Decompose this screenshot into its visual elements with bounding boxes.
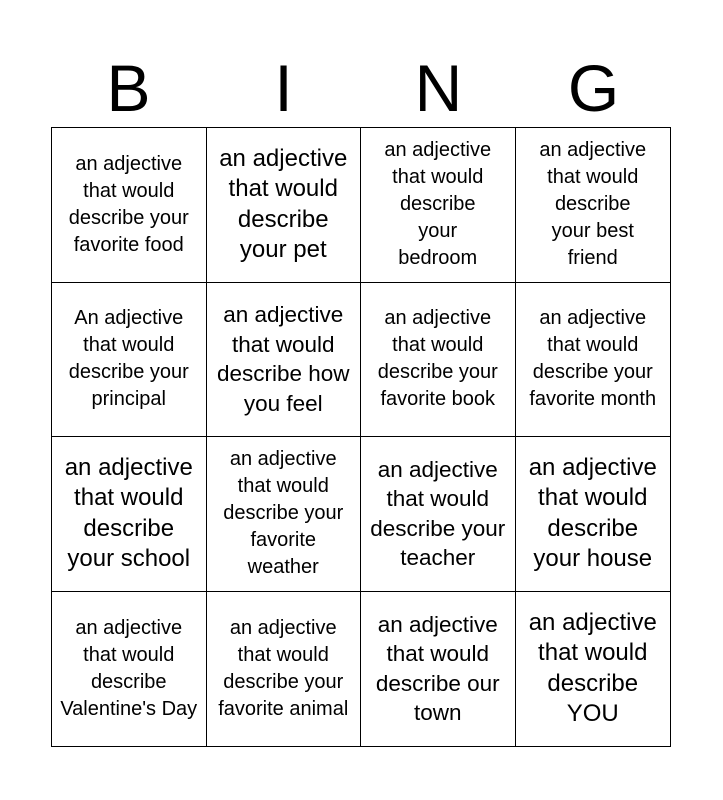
bingo-cell[interactable] [207, 592, 362, 747]
cell-text: an adjective that would describe your favorite weather [223, 448, 344, 579]
cell-text: an adjective that would describe your house [528, 453, 657, 573]
cell-text: an adjective that would describe your teacher [370, 456, 506, 571]
bingo-cell[interactable] [361, 592, 516, 747]
bingo-cell[interactable] [52, 437, 207, 592]
cell-text: an adjective that would describe how you feel [216, 302, 350, 416]
bingo-cell[interactable] [52, 128, 207, 283]
bingo-cell[interactable] [516, 592, 671, 747]
cell-text: an adjective that would describe your favorite animal [218, 616, 349, 720]
bingo-cell[interactable] [361, 128, 516, 283]
cell-text: an adjective that would describe your favorite month [529, 307, 657, 411]
cell-text: an adjective that would describe your favorite book [377, 307, 498, 411]
cell-text: an adjective that would describe Valentine's Day [60, 616, 198, 720]
bingo-cell[interactable] [516, 128, 671, 283]
bingo-cell[interactable] [361, 283, 516, 438]
header-letter-n: N [414, 51, 463, 125]
bingo-cell[interactable] [207, 283, 362, 438]
bingo-cell[interactable] [52, 592, 207, 747]
bingo-cell[interactable] [361, 437, 516, 592]
bingo-cell[interactable] [52, 283, 207, 438]
bingo-card-grid [51, 127, 671, 747]
cell-text: an adjective that would describe your pet [219, 144, 348, 264]
cell-text: an adjective that would describe YOU [528, 608, 657, 728]
bingo-cell[interactable] [207, 437, 362, 592]
cell-text: an adjective that would describe our town [375, 611, 500, 726]
bingo-header [51, 48, 671, 128]
header-letter-b: B [106, 51, 151, 125]
bingo-cell[interactable] [207, 128, 362, 283]
cell-text: an adjective that would describe your school [64, 453, 193, 573]
header-letter-g: G [567, 51, 620, 125]
cell-text: An adjective that would describe your principal [68, 307, 189, 411]
cell-text: an adjective that would describe your favorite food [68, 152, 189, 256]
cell-text: an adjective that would describe your best friend [539, 139, 647, 270]
bingo-cell[interactable] [516, 437, 671, 592]
bingo-cell[interactable] [516, 283, 671, 438]
cell-text: an adjective that would describe your bedroom [384, 139, 492, 270]
header-letter-i: I [274, 51, 293, 125]
